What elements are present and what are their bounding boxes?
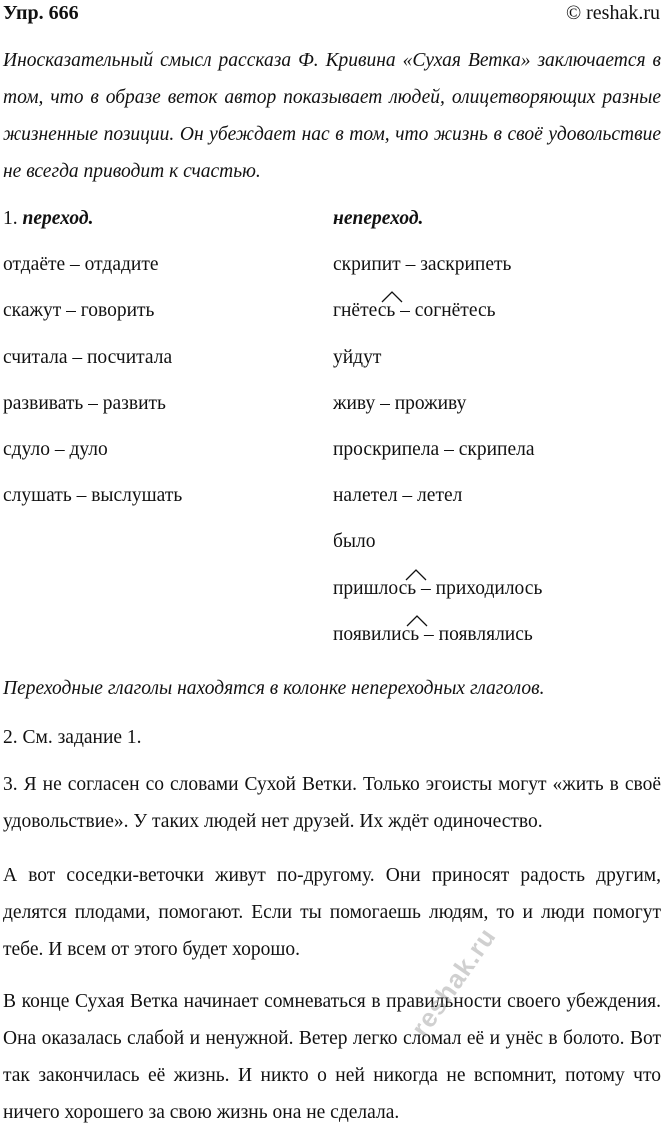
site-credit: © reshak.ru — [565, 2, 660, 24]
exercise-title: Упр. 666 — [3, 2, 79, 24]
task3-paragraph-1: 3. Я не согласен со словами Сухой Ветки. Только эгоисты могут «жить в своё удовольствие». У таких людей нет друзей. Их ждёт одиночество. — [3, 774, 661, 832]
suffix-arc-mark — [381, 291, 403, 303]
list-item: считала – посчитала — [3, 346, 173, 368]
list-item: было — [333, 531, 376, 553]
intransitive-heading: непереход. — [333, 208, 424, 229]
list-item: проскрипела – скрипела — [333, 438, 535, 460]
task2-text: 2. См. задание 1. — [3, 727, 142, 748]
list-item: появились – появлялись — [333, 612, 542, 658]
watermark: reshak.ru — [405, 921, 502, 1043]
list-item: гнётесь – согнётесь — [333, 288, 542, 334]
transitivity-note: Переходные глаголы находятся в колонке непереходных глаголов. — [3, 678, 545, 699]
list-item: отдаёте – отдадите — [3, 254, 159, 276]
intro-paragraph: Иносказательный смысл рассказа Ф. Кривина «Сухая Ветка» заключается в том, что в образе веток автор показывает людей, олицетворяющих разные жизненные позиции. Он убеждает нас в том, что жизнь в своё удовольствие не всегда приводит к счастью. — [3, 50, 661, 182]
page-header — [0, 0, 666, 24]
intransitive-column — [333, 196, 542, 658]
list-item: сдуло – дуло — [3, 438, 108, 460]
suffix-arc-mark — [406, 615, 428, 627]
list-item: скажут – говорить — [3, 300, 155, 322]
list-item: скрипит – заскрипеть — [333, 254, 512, 276]
list-item: уйдут — [333, 346, 382, 368]
list-item: налетел – летел — [333, 485, 463, 507]
task3-paragraph-2: А вот соседки-веточки живут по-другому. Они приносят радость другим, делятся плодами, помогают. Если ты помогаешь людям, то и люди помогут тебе. И всем от этого будет хорошо. — [3, 865, 661, 960]
task-number: 1. — [3, 208, 18, 229]
list-item: пришлось – приходилось — [333, 566, 542, 612]
transitive-column — [3, 196, 182, 519]
list-item: слушать – выслушать — [3, 485, 183, 507]
transitive-heading: 1. переход. — [3, 208, 94, 229]
list-item: живу – проживу — [333, 392, 467, 414]
suffix-arc-mark — [405, 569, 427, 581]
list-item: развивать – развить — [3, 392, 166, 414]
task3-paragraph-3: В конце Сухая Ветка начинает сомневаться в правильности своего убеждения. Она оказалась слабой и ненужной. Ветер легко сломал её и унёс в болото. Вот так закончилась её жизнь. И никто о ней никогда не вспомнит, потому что ничего хорошего за свою жизнь она не сделала. — [3, 991, 661, 1123]
